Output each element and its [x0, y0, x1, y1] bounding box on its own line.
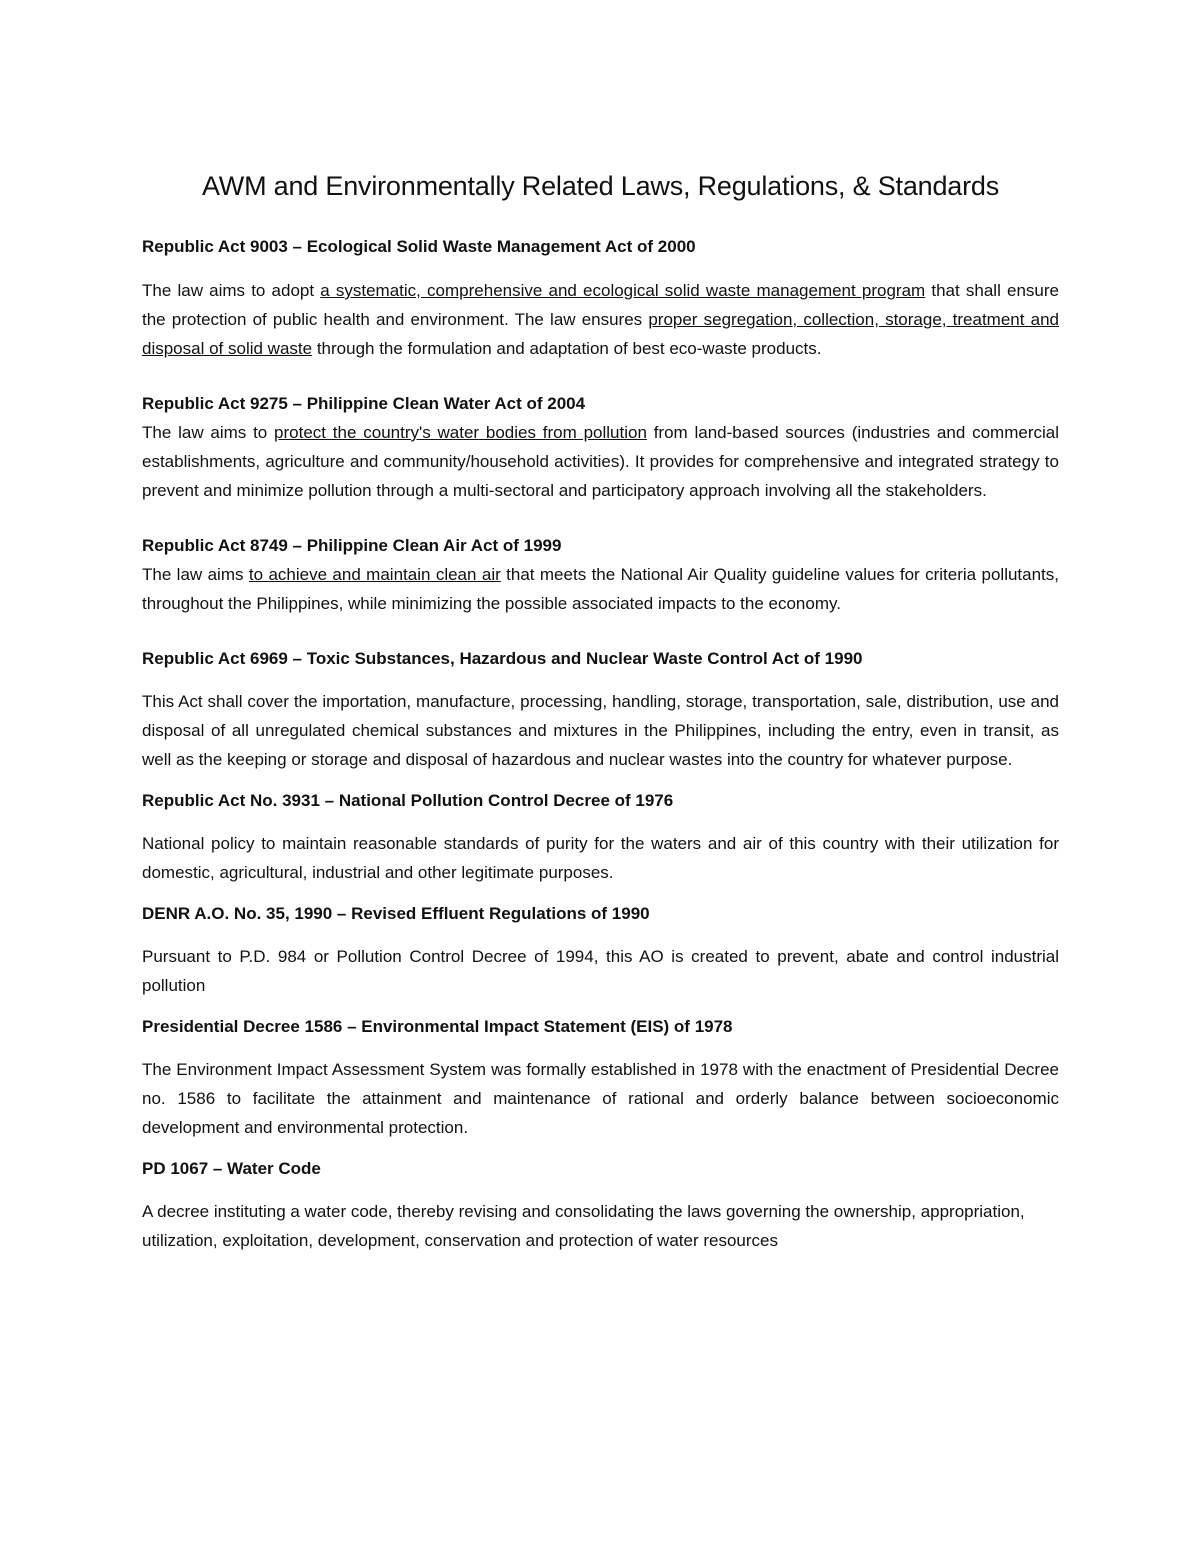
body-underlined-text: proper segregation, collection, storage, treatment and disposal of solid waste	[142, 310, 1059, 358]
section-pd-1067	[142, 1154, 1059, 1255]
section-pd-1586	[142, 1012, 1059, 1142]
section-body	[142, 276, 1059, 363]
section-ra-3931	[142, 786, 1059, 887]
section-ra-8749	[142, 531, 1059, 618]
section-body	[142, 942, 1059, 1000]
section-body	[142, 418, 1059, 505]
document-title: AWM and Environmentally Related Laws, Regulations, & Standards	[201, 171, 999, 201]
section-ra-9275	[142, 389, 1059, 505]
section-body	[142, 560, 1059, 618]
body-underlined-text: to achieve and maintain clean air	[248, 565, 501, 584]
body-text: The law aims	[142, 565, 249, 584]
section-heading: Republic Act No. 3931 – National Pollution Control Decree of 1976	[142, 791, 674, 810]
body-text: The law aims to adopt	[142, 281, 321, 300]
section-heading: Republic Act 6969 – Toxic Substances, Hazardous and Nuclear Waste Control Act of 1990	[142, 649, 863, 668]
section-body	[142, 1197, 1059, 1255]
body-text: from land-based sources (industries and commercial establishments, agriculture and community/household activities). It provides for comprehensive and integrated strategy to prevent and minimize pollution through a multi-sectoral and participatory approach involving all the stakeholders.	[142, 423, 1059, 500]
body-text: National policy to maintain reasonable standards of purity for the waters and air of this country with their utilization for domestic, agricultural, industrial and other legitimate purposes.	[142, 834, 1059, 882]
body-text: through the formulation and adaptation of best eco-waste products.	[312, 339, 822, 358]
body-text: The Environment Impact Assessment System was formally established in 1978 with the enactment of Presidential Decree no. 1586 to facilitate the attainment and maintenance of rational and orderly balance between socioeconomic development and environmental protection.	[142, 1060, 1059, 1137]
body-text: that shall ensure the protection of public health and environment. The law ensures	[142, 281, 1060, 329]
body-underlined-text: protect the country's water bodies from pollution	[274, 423, 647, 442]
section-heading: PD 1067 – Water Code	[142, 1159, 321, 1178]
section-body	[142, 687, 1059, 774]
body-text: This Act shall cover the importation, manufacture, processing, handling, storage, transportation, sale, distribution, use and disposal of all unregulated chemical substances and mixtures in the Philippines, including the entry, even in transit, as well as the keeping or storage and disposal of hazardous and nuclear wastes into the country for whatever purpose.	[142, 692, 1059, 769]
section-heading: Republic Act 9275 – Philippine Clean Water Act of 2004	[142, 394, 586, 413]
body-text: that meets the National Air Quality guideline values for criteria pollutants, throughout the Philippines, while minimizing the possible associated impacts to the economy.	[142, 565, 1059, 613]
section-heading: Republic Act 8749 – Philippine Clean Air Act of 1999	[142, 536, 562, 555]
section-heading: Republic Act 9003 – Ecological Solid Waste Management Act of 2000	[142, 237, 696, 256]
section-body	[142, 1055, 1059, 1142]
section-ra-6969	[142, 644, 1059, 774]
body-text: The law aims to	[142, 423, 275, 442]
section-body	[142, 829, 1059, 887]
body-text: A decree instituting a water code, thereby revising and consolidating the laws governing the ownership, appropriation, utilization, exploitation, development, conservation and protection of water resources	[142, 1202, 1025, 1250]
section-heading: DENR A.O. No. 35, 1990 – Revised Effluent Regulations of 1990	[142, 904, 650, 923]
section-heading: Presidential Decree 1586 – Environmental Impact Statement (EIS) of 1978	[142, 1017, 733, 1036]
section-ra-9003	[142, 232, 1059, 363]
section-denr-ao-35	[142, 899, 1059, 1000]
body-underlined-text: a systematic, comprehensive and ecological solid waste management program	[320, 281, 926, 300]
body-text: Pursuant to P.D. 984 or Pollution Control Decree of 1994, this AO is created to prevent, abate and control industrial pollution	[142, 947, 1059, 995]
